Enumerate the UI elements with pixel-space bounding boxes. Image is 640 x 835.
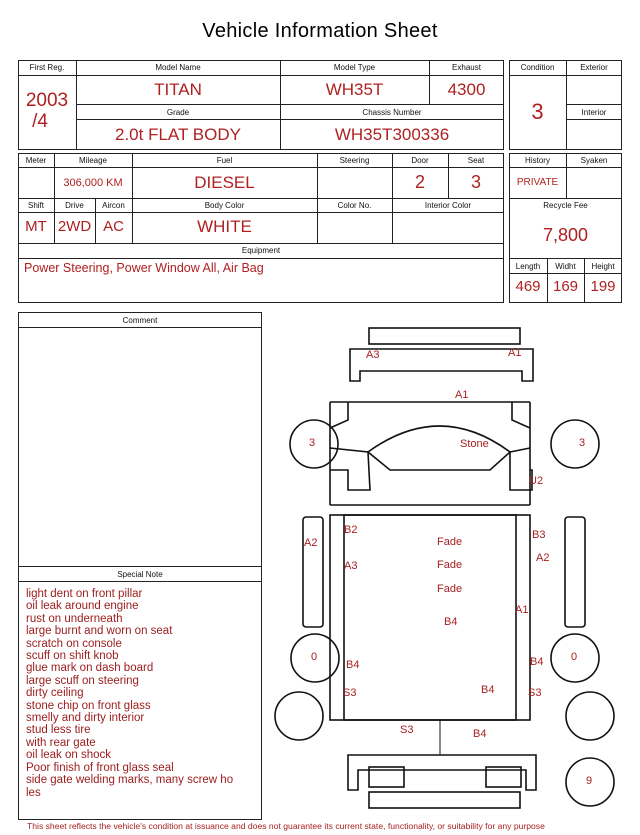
damage-mark: A2 [304,537,318,549]
chassis-number-value: WH35T300336 [334,125,450,144]
door-value: 2 [414,172,425,192]
special-note-item: oil leak around engine [26,600,139,613]
drive-label: Drive [65,201,84,210]
damage-mark: B2 [344,524,358,536]
damage-mark: Fade [437,583,463,595]
tire-mark: 9 [586,775,593,787]
tire-mark: 0 [311,651,318,663]
length-label: Length [515,262,541,271]
special-note-item: large scuff on steering [26,674,139,687]
special-note-item: les [26,786,41,799]
damage-mark: B3 [532,529,546,541]
model-type-value: WH35T [325,80,384,99]
model-name-value: TITAN [154,80,202,99]
special-note-item: scratch on console [26,637,122,650]
seat-label: Seat [467,156,485,165]
damage-mark: S3 [528,687,542,699]
mileage-value: 306,000 KM [63,177,123,189]
steering-label: Steering [339,156,370,165]
damage-mark: A3 [344,560,358,572]
color-no-label: Color No. [337,201,372,210]
syaken-label: Syaken [580,156,608,165]
special-note-item: stud less tire [26,724,91,737]
recycle-fee-label: Recycle Fee [543,201,588,210]
aircon-label: Aircon [102,201,125,210]
body-color-label: Body Color [204,201,245,210]
damage-mark: A3 [366,349,380,361]
interior-label: Interior [581,108,607,117]
condition-value: 3 [531,99,544,124]
damage-mark: A1 [508,347,522,359]
damage-mark: S3 [343,687,357,699]
disclaimer-footer: This sheet reflects the vehicle's condition at issuance and does not guarantee its current state, functionality, or suitability for any purpose [27,821,545,831]
interior-color-label: Interior Color [424,201,472,210]
damage-mark: Stone [460,438,489,450]
special-note-item: oil leak on shock [26,749,112,762]
special-note-item: side gate welding marks, many screw ho [26,774,234,787]
model-type-label: Model Type [333,63,376,72]
width-value: 169 [552,278,579,295]
damage-mark: B4 [444,616,458,628]
damage-mark: A1 [455,389,469,401]
damage-mark: Fade [437,536,463,548]
first-reg-month: /4 [32,111,48,132]
seat-value: 3 [470,172,481,192]
damage-mark: A2 [536,552,550,564]
shift-value: MT [25,218,47,235]
history-value: PRIVATE [516,177,559,188]
mileage-label: Mileage [78,156,107,165]
special-note-item: dirty ceiling [26,687,84,700]
recycle-fee-value: 7,800 [542,225,589,245]
special-note-list [26,588,258,799]
exhaust-label: Exhaust [452,63,481,72]
shift-label: Shift [27,201,44,210]
damage-mark: B4 [473,728,487,740]
length-value: 469 [515,278,541,295]
damage-mark: B4 [346,659,360,671]
body-color-value: WHITE [197,217,252,236]
grade-label: Grade [166,108,190,117]
damage-mark: A1 [515,604,529,616]
grade-value: 2.0t FLAT BODY [115,125,241,144]
damage-mark: B4 [481,684,495,696]
door-label: Door [411,156,429,165]
special-note-item: Poor finish of front glass seal [26,761,174,774]
width-label: Widht [555,262,576,271]
tire-mark: 0 [571,651,578,663]
first-reg-label: First Reg. [29,63,65,72]
damage-mark: B4 [530,656,544,668]
tire-mark: 3 [309,437,316,449]
special-note-item: light dent on front pillar [26,588,143,600]
special-note-item: with rear gate [26,736,96,749]
height-value: 199 [590,278,616,295]
equipment-value: Power Steering, Power Window All, Air Bag [24,261,264,275]
height-label: Height [591,262,615,271]
special-note-item: large burnt and worn on seat [26,625,173,638]
meter-label: Meter [25,156,47,165]
exterior-label: Exterior [580,63,608,72]
exhaust-value: 4300 [447,80,486,99]
special-note-item: smelly and dirty interior [26,712,145,725]
damage-mark: S3 [400,724,414,736]
history-label: History [525,156,550,165]
drive-value: 2WD [57,218,92,235]
special-note-item: rust on underneath [26,612,123,625]
first-reg-year: 2003 [25,90,69,111]
special-note-item: stone chip on front glass [26,699,151,712]
condition-label: Condition [520,63,555,72]
tire-mark: 3 [579,437,586,449]
comment-label: Comment [122,316,158,325]
damage-mark: Fade [437,559,463,571]
damage-mark: U2 [529,475,544,487]
equipment-label: Equipment [241,246,281,255]
fuel-value: DIESEL [194,173,255,192]
special-note-label: Special Note [117,570,163,579]
chassis-number-label: Chassis Number [362,108,422,117]
special-note-item: scuff on shift knob [26,650,119,663]
aircon-value: AC [103,218,124,235]
special-note-item: glue mark on dash board [26,662,154,675]
sheet-title: Vehicle Information Sheet [202,20,438,42]
model-name-label: Model Name [155,63,201,72]
fuel-label: Fuel [216,156,233,165]
